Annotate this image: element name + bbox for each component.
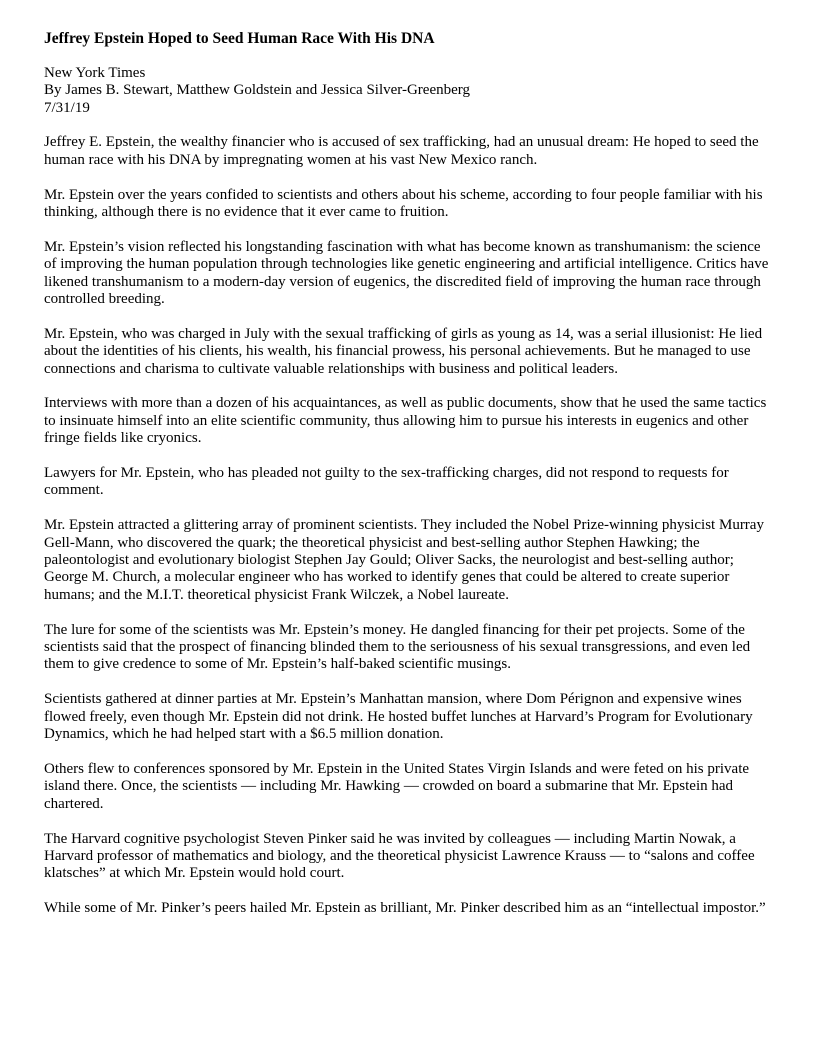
date-line: 7/31/19 [44, 99, 90, 116]
article-paragraph: Mr. Epstein over the years confided to scientists and others about his scheme, according to four people familiar with his thinking, although there is no evidence that it ever came to fruition. [44, 186, 763, 221]
article-paragraph: The Harvard cognitive psychologist Steven Pinker said he was invited by colleagues — including Martin Nowak, a Harvard professor of mathematics and biology, and the theoretical physicist Lawrence Krauss — to “salons and coffee klatsches” at which Mr. Epstein would hold court. [44, 830, 755, 882]
page-title: Jeffrey Epstein Hoped to Seed Human Race With His DNA [44, 30, 435, 47]
article-paragraph: Mr. Epstein attracted a glittering array of prominent scientists. They included the Nobel Prize-winning physicist Murray Gell-Mann, who discovered the quark; the theoretical physicist and best-selling author Stephen Hawking; the paleontologist and evolutionary biologist Stephen Jay Gould; Oliver Sacks, the neurologist and best-selling author; George M. Church, a molecular engineer who has worked to identify genes that could be altered to create superior humans; and the M.I.T. theoretical physicist Frank Wilczek, a Nobel laureate. [44, 517, 764, 603]
byline: By James B. Stewart, Matthew Goldstein and Jessica Silver-Greenberg [44, 82, 470, 99]
article-paragraph: Lawyers for Mr. Epstein, who has pleaded not guilty to the sex-trafficking charges, did not respond to requests for comment. [44, 465, 729, 499]
article-paragraph: The lure for some of the scientists was Mr. Epstein’s money. He dangled financing for their pet projects. Some of the scientists said that the prospect of financing blinded them to the seriousness of his sexual transgressions, and even led them to give credence to some of Mr. Epstein’s half-baked scientific musings. [44, 621, 751, 673]
source-name: New York Times [44, 64, 146, 81]
article-paragraph: While some of Mr. Pinker’s peers hailed Mr. Epstein as brilliant, Mr. Pinker described him as an “intellectual impostor.” [44, 900, 766, 917]
article-paragraph: Others flew to conferences sponsored by Mr. Epstein in the United States Virgin Islands and were feted on his private island there. Once, the scientists — including Mr. Hawking — crowded on board a submarine that Mr. Epstein had chartered. [44, 760, 750, 812]
article-paragraph: Mr. Epstein’s vision reflected his longstanding fascination with what has become known as transhumanism: the science of improving the human population through technologies like genetic engineering and artificial intelligence. Critics have likened transhumanism to a modern-day version of eugenics, the discredited field of improving the human race through controlled breeding. [44, 238, 769, 308]
byline-block [44, 65, 772, 117]
article-paragraph: Mr. Epstein, who was charged in July with the sexual trafficking of girls as young as 14, was a serial illusionist: He lied about the identities of his clients, his wealth, his financial prowess, his personal achievements. But he managed to use connections and charisma to cultivate valuable relationships with business and political leaders. [44, 325, 763, 377]
article-paragraph: Interviews with more than a dozen of his acquaintances, as well as public documents, show that he used the same tactics to insinuate himself into an elite scientific community, thus allowing him to pursue his interests in eugenics and other fringe fields like cryonics. [44, 395, 767, 447]
article-paragraph: Jeffrey E. Epstein, the wealthy financier who is accused of sex trafficking, had an unusual dream: He hoped to seed the human race with his DNA by impregnating women at his vast New Mexico ranch. [44, 134, 759, 168]
article-paragraph: Scientists gathered at dinner parties at Mr. Epstein’s Manhattan mansion, where Dom Pérignon and expensive wines flowed freely, even though Mr. Epstein did not drink. He hosted buffet lunches at Harvard’s Program for Evolutionary Dynamics, which he had helped start with a $6.5 million donation. [44, 691, 753, 743]
